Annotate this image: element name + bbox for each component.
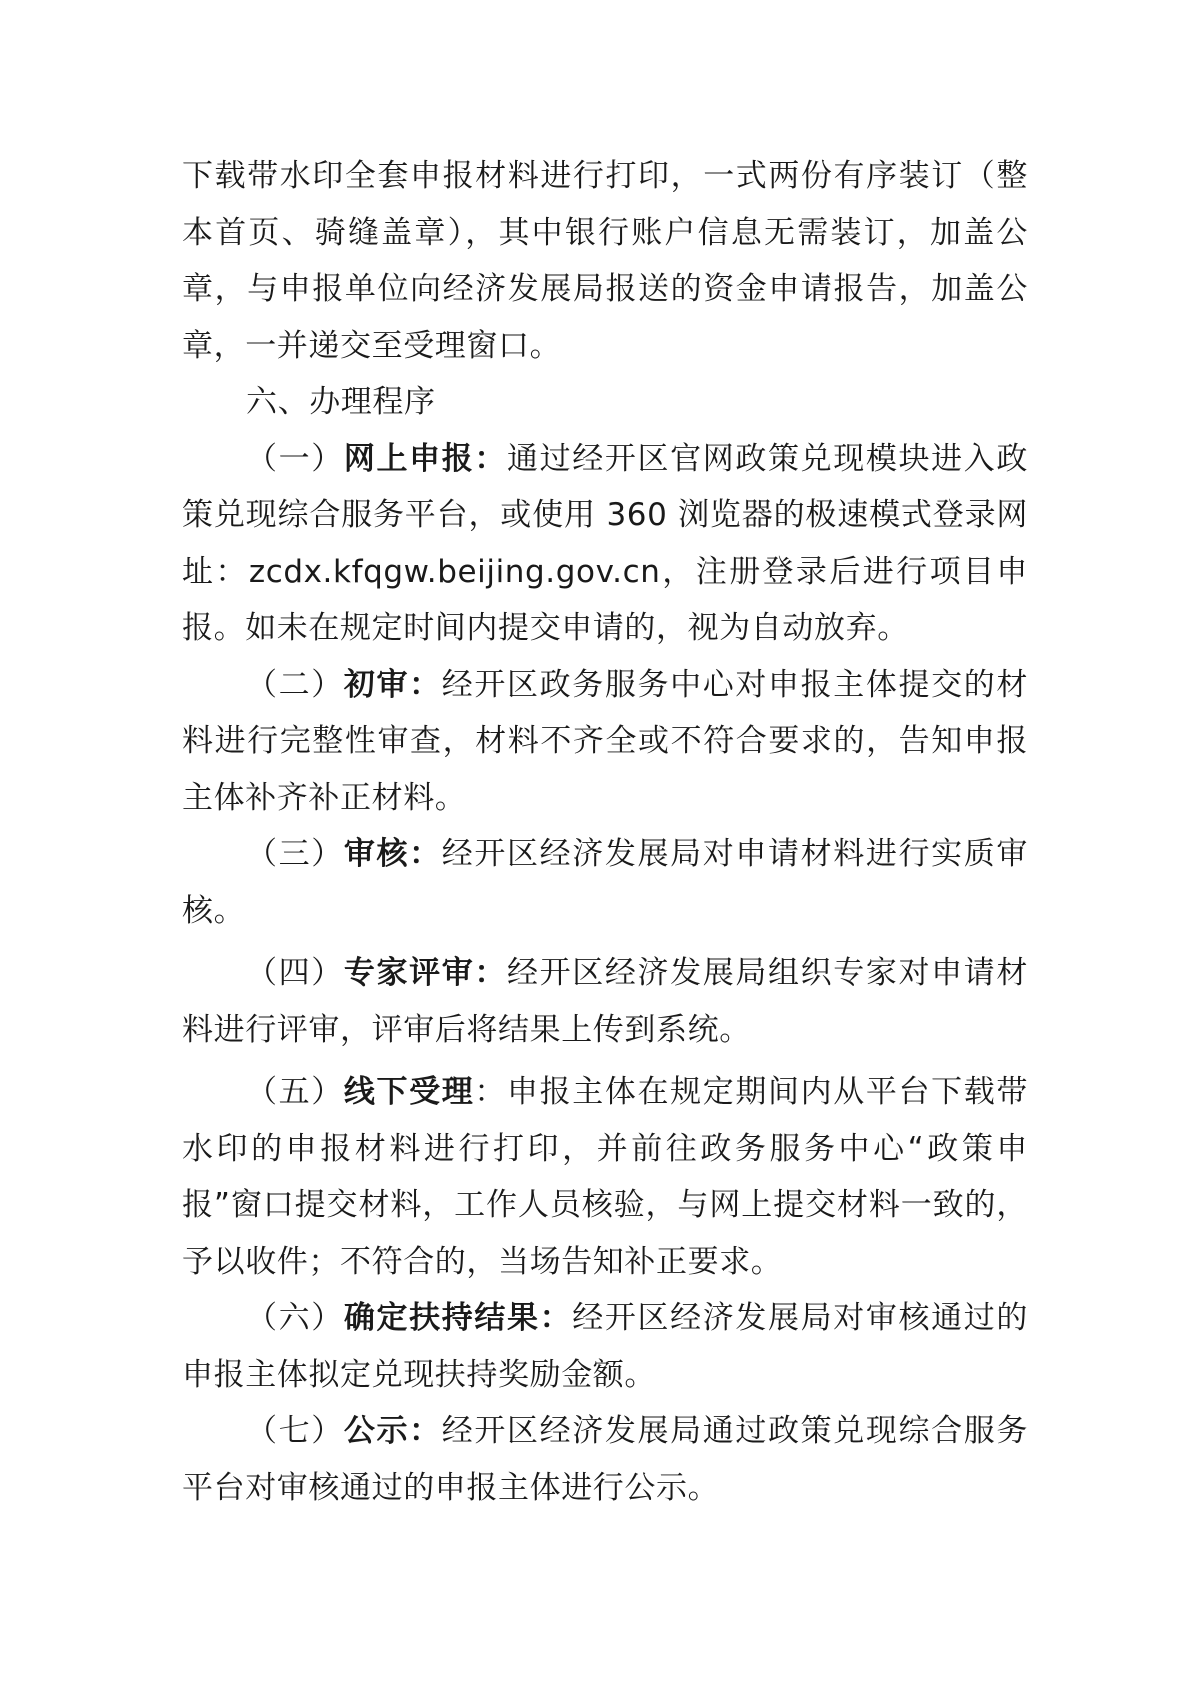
- step-number: （五）: [246, 1074, 344, 1110]
- intro-paragraph: 下载带水印全套申报材料进行打印，一式两份有序装订（整本首页、骑缝盖章），其中银行账户信息无需装订，加盖公章，与申报单位向经济发展局报送的资金申请报告，加盖公章，一并递交至受理窗口。: [182, 158, 1028, 364]
- step-paragraph-4: [182, 945, 1028, 1058]
- step-number: （三）: [246, 836, 344, 872]
- step-number: （二）: [246, 666, 344, 703]
- step-paragraph-6: [182, 1290, 1028, 1403]
- step-title: 公示：: [343, 1413, 442, 1449]
- step-number: （六）: [246, 1300, 344, 1336]
- step-title: 初审：: [343, 666, 442, 703]
- step-body: ：申报主体在规定期间内从平台下载带水印的申报材料进行打印，并前往政务服务中心“政策申报”窗口提交材料，工作人员核验，与网上提交材料一致的，予以收件；不符合的，当场告知补正要求。: [182, 1074, 1029, 1280]
- step-title: 审核：: [343, 836, 442, 872]
- step-paragraph-3: [182, 826, 1028, 939]
- step-number: （四）: [246, 955, 344, 991]
- step-paragraph-7: [182, 1403, 1028, 1516]
- step-body: 经开区经济发展局对申请材料进行实质审核。: [182, 836, 1028, 929]
- document-body: [182, 148, 1028, 1516]
- step-body: 经开区经济发展局对审核通过的申报主体拟定兑现扶持奖励金额。: [182, 1300, 1029, 1393]
- step-title: 专家评审：: [343, 955, 508, 991]
- step-body: 经开区政务服务中心对申报主体提交的材料进行完整性审查，材料不齐全或不符合要求的，告知申报主体补齐补正材料。: [182, 666, 1028, 816]
- step-body: 经开区经济发展局组织专家对申请材料进行评审，评审后将结果上传到系统。: [182, 955, 1029, 1048]
- step-title: 线下受理: [343, 1074, 475, 1110]
- step-number: （一）: [246, 440, 344, 477]
- step-paragraph-2: [182, 657, 1028, 827]
- section-heading: 六、办理程序: [246, 384, 436, 420]
- step-title: 确定扶持结果：: [343, 1300, 573, 1336]
- step-paragraph-1: [182, 431, 1028, 657]
- step-body: 通过经开区官网政策兑现模块进入政策兑现综合服务平台，或使用 360 浏览器的极速模式登录网址：zcdx.kfqgw.beijing.gov.cn，注册登录后进行项目申报。如未在规定时间内提交申请的，视为自动放弃。: [182, 440, 1029, 646]
- step-body: 经开区经济发展局通过政策兑现综合服务平台对审核通过的申报主体进行公示。: [182, 1413, 1028, 1506]
- step-number: （七）: [246, 1413, 344, 1449]
- step-title: 网上申报：: [343, 440, 508, 477]
- step-paragraph-5: [182, 1064, 1028, 1290]
